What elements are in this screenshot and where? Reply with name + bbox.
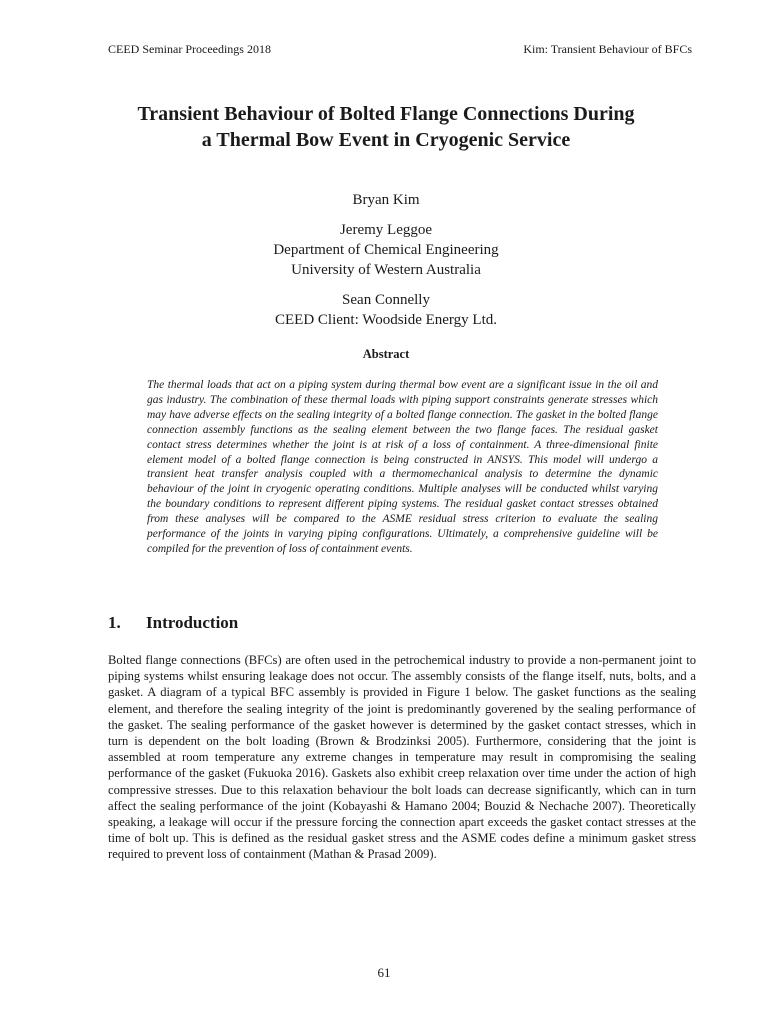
author-block bbox=[80, 190, 692, 340]
author-name: Bryan Kim bbox=[352, 192, 420, 208]
author-name: Sean Connelly bbox=[342, 292, 430, 308]
title-line-2: a Thermal Bow Event in Cryogenic Service bbox=[201, 129, 571, 151]
section-number: 1. bbox=[108, 613, 121, 632]
section-title: Introduction bbox=[146, 613, 239, 632]
author-group-1 bbox=[80, 190, 692, 210]
header-proceedings: CEED Seminar Proceedings 2018 bbox=[108, 42, 271, 56]
abstract-heading: Abstract bbox=[362, 347, 410, 361]
author-group-3 bbox=[80, 290, 692, 330]
section-heading-introduction bbox=[108, 613, 238, 633]
introduction-paragraph: Bolted flange connections (BFCs) are often used in the petrochemical industry to provide a non-permanent joint to piping systems whilst ensuring leakage does not occur. The assembly consists of the flange itself, nuts, bolts, and a gasket. A diagram of a typical BFC assembly is provided in Figure 1 below. The gasket functions as the sealing element, and therefore the sealing integrity of the joint is predominantly goverened by the sealing performance of the gasket. The sealing performance of the gasket however is determined by the gasket contact stresses, which in turn is dependent on the bolt loading (Brown & Brodzinksi 2005). Furthermore, considering that the joint is assembled at room temperature any extreme changes in temperature may result in compromising the sealing performance of the gasket (Fukuoka 2016). Gaskets also exhibit creep relaxation over time under the action of high compressive stresses. Due to this relaxation behaviour the bolt loads can decrease significantly, which can in turn affect the sealing performance of the joint (Kobayashi & Hamano 2004; Bouzid & Nechache 2007). Theoretically speaking, a leakage will occur if the pressure forcing the connection apart exceeds the gasket contact stresses at the time of bolt up. This is defined as the residual gasket stress and the ASME codes define a minimum gasket stress required to prevent loss of containment (Mathan & Prasad 2009). bbox=[108, 653, 696, 862]
running-header bbox=[108, 42, 692, 57]
author-name: Jeremy Leggoe bbox=[339, 222, 433, 238]
title-line-1: Transient Behaviour of Bolted Flange Connections During bbox=[137, 103, 635, 125]
author-affiliation: CEED Client: Woodside Energy Ltd. bbox=[275, 312, 497, 328]
author-affiliation: University of Western Australia bbox=[291, 262, 481, 278]
paper-title bbox=[80, 101, 692, 153]
page-number: 61 bbox=[377, 965, 391, 980]
author-group-2 bbox=[80, 220, 692, 280]
header-short-title: Kim: Transient Behaviour of BFCs bbox=[523, 42, 692, 56]
abstract-text: The thermal loads that act on a piping system during thermal bow event are a significant issue in the oil and gas industry. The combination of these thermal loads with piping support constraints generate stresses which may have adverse effects on the sealing integrity of a bolted flange connection. The gasket in the bolted flange connection assembly functions as the sealing element between the two flange faces. The residual gasket contact stress determines whether the joint is at risk of a loss of containment. A three-dimensional finite element model of a bolted flange connection is being constructed in ANSYS. This model will undergo a transient heat transfer analysis coupled with a thermomechanical analysis to determine the dynamic behaviour of the joint in cryogenic operating conditions. Multiple analyses will be conducted whilst varying the boundary conditions to represent different piping systems. The residual gasket contact stresses obtained from these analyses will be compared to the ASME residual stress criterion to evaluate the sealing performance of the joints in varying piping configurations. Ultimately, a comprehensive guideline will be compiled for the prevention of loss of containment events. bbox=[147, 379, 658, 555]
author-affiliation: Department of Chemical Engineering bbox=[273, 242, 499, 258]
